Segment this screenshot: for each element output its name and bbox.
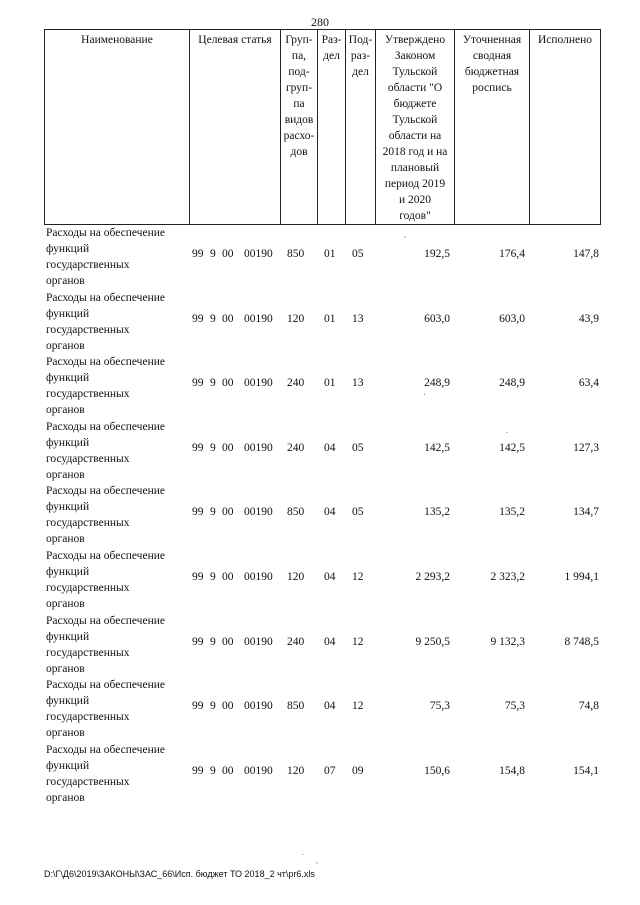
row-refined: 154,8: [499, 764, 525, 777]
row-approved: 2 293,2: [415, 571, 450, 583]
scan-speck: ,: [404, 230, 406, 239]
row-t1: 99: [192, 248, 204, 260]
row-section: 04: [324, 506, 336, 519]
row-approved: 75,3: [429, 700, 450, 713]
row-t2: 9: [210, 700, 216, 713]
header-group-line: под-: [288, 66, 310, 78]
row-name-line: Расходы на обеспечение: [46, 485, 165, 498]
scan-speck: ': [424, 392, 426, 401]
row-executed: 154,1: [573, 764, 599, 777]
row-subsection: 12: [352, 571, 364, 583]
row-group: 120: [287, 571, 305, 583]
row-refined: 603,0: [499, 312, 525, 325]
header-executed: [529, 29, 601, 225]
row-name-line: органов: [46, 791, 85, 804]
header-approved-line: и 2020: [398, 194, 432, 206]
header-target: [189, 29, 280, 225]
row-approved: 142,5: [424, 441, 450, 454]
row-t3: 00: [222, 700, 234, 713]
row-name-line: государственных: [46, 323, 130, 336]
row-t2: 9: [210, 377, 216, 390]
row-name-line: Расходы на обеспечение: [46, 743, 165, 756]
row-approved: 9 250,5: [415, 635, 450, 648]
row-refined: 142,5: [499, 441, 525, 454]
row-t4: 00190: [244, 441, 273, 454]
header-approved-line: период 2019: [384, 178, 446, 190]
row-name-line: функций: [46, 759, 90, 772]
row-name: [46, 613, 188, 677]
row-group: 240: [287, 377, 305, 390]
row-subsection: 13: [352, 312, 364, 325]
row-name-line: государственных: [46, 517, 130, 530]
header-approved-line: области "О: [387, 82, 443, 94]
header-executed-text: Исполнено: [537, 34, 593, 46]
row-executed: 1 994,1: [564, 571, 599, 583]
header-refined-line: Уточненная: [462, 34, 522, 46]
header-approved-line: годов": [399, 210, 431, 222]
header-approved-line: Утверждено: [384, 34, 446, 46]
row-t3: 00: [222, 377, 234, 390]
row-t3: 00: [222, 441, 234, 454]
row-name-line: функций: [46, 243, 90, 255]
row-executed: 134,7: [573, 506, 599, 519]
row-section: 04: [324, 441, 336, 454]
table-row: [0, 290, 640, 354]
row-name-line: государственных: [46, 582, 130, 594]
row-group: 850: [287, 506, 305, 519]
row-name-line: органов: [46, 468, 85, 481]
header-refined: [454, 29, 529, 225]
header-approved: [375, 29, 454, 225]
row-name-line: государственных: [46, 388, 130, 401]
header-group-line: груп-: [285, 82, 313, 94]
header-group: [280, 29, 317, 225]
row-refined: 75,3: [504, 700, 525, 713]
row-t2: 9: [210, 506, 216, 519]
row-t3: 00: [222, 248, 234, 260]
header-section: [317, 29, 345, 225]
row-section: 04: [324, 571, 336, 583]
row-t3: 00: [222, 764, 234, 777]
row-subsection: 09: [352, 764, 364, 777]
header-approved-line: 2018 год и на: [382, 146, 448, 158]
row-section: 01: [324, 312, 336, 325]
row-name-line: Расходы на обеспечение: [46, 614, 165, 627]
row-name-line: государственных: [46, 646, 130, 659]
header-name-text: Наименование: [81, 34, 153, 46]
row-section: 04: [324, 635, 336, 648]
row-t1: 99: [192, 312, 204, 325]
header-subsection-line: дел: [352, 66, 369, 78]
table-row: [0, 225, 640, 289]
row-t4: 00190: [244, 248, 273, 260]
row-t2: 9: [210, 764, 216, 777]
row-name-line: органов: [46, 533, 85, 546]
row-name-line: государственных: [46, 711, 130, 724]
row-name-line: органов: [46, 598, 85, 610]
row-name-line: государственных: [46, 775, 130, 788]
header-section-line: дел: [323, 50, 340, 62]
row-name-line: Расходы на обеспечение: [46, 356, 165, 369]
row-name: [46, 742, 188, 806]
row-approved: 192,5: [424, 248, 450, 260]
scan-speck: ,: [316, 856, 318, 865]
scan-speck: .: [302, 848, 304, 857]
row-name-line: органов: [46, 275, 85, 287]
row-section: 01: [324, 248, 336, 260]
row-name-line: функций: [46, 307, 90, 320]
row-t1: 99: [192, 377, 204, 390]
header-group-line: расхо-: [283, 130, 315, 142]
row-group: 240: [287, 441, 305, 454]
row-t3: 00: [222, 312, 234, 325]
header-approved-line: области на: [388, 130, 442, 142]
row-name: [46, 677, 188, 741]
header-subsection-line: раз-: [350, 50, 371, 62]
row-t3: 00: [222, 506, 234, 519]
row-executed: 43,9: [578, 312, 599, 325]
row-name-line: функций: [46, 501, 90, 514]
row-subsection: 12: [352, 700, 364, 713]
row-name-line: государственных: [46, 452, 130, 465]
row-name-line: функций: [46, 695, 90, 708]
row-name-line: органов: [46, 339, 85, 352]
row-group: 850: [287, 248, 305, 260]
row-refined: 248,9: [499, 377, 525, 390]
row-approved: 135,2: [424, 506, 450, 519]
row-name: [46, 483, 188, 547]
row-name-line: органов: [46, 404, 85, 417]
row-subsection: 13: [352, 377, 364, 390]
row-section: 07: [324, 764, 336, 777]
header-target-text: Целевая статья: [198, 34, 272, 46]
row-t2: 9: [210, 441, 216, 454]
row-t4: 00190: [244, 571, 273, 583]
row-t1: 99: [192, 506, 204, 519]
row-t1: 99: [192, 441, 204, 454]
row-name-line: функций: [46, 566, 90, 578]
row-name-line: органов: [46, 727, 85, 740]
row-approved: 603,0: [424, 312, 450, 325]
row-group: 120: [287, 764, 305, 777]
header-refined-line: бюджетная: [464, 66, 520, 78]
row-executed: 63,4: [578, 377, 599, 390]
header-approved-line: плановый: [390, 162, 440, 174]
row-approved: 150,6: [424, 764, 450, 777]
file-path-footer: D:\Г\Д6\2019\ЗАКОНЫ\ЗАС_66\Исп. бюджет ТО 2018_2 чт\pr6.xls: [44, 869, 315, 879]
table-row: [0, 354, 640, 418]
row-name-line: Расходы на обеспечение: [46, 679, 165, 692]
row-approved: 248,9: [424, 377, 450, 390]
table-row: [0, 613, 640, 677]
row-section: 04: [324, 700, 336, 713]
row-refined: 2 323,2: [490, 571, 525, 583]
row-name: [46, 225, 188, 289]
header-refined-line: роспись: [472, 82, 512, 94]
row-t4: 00190: [244, 635, 273, 648]
row-name: [46, 290, 188, 354]
table-row: [0, 742, 640, 806]
header-approved-line: бюджете: [393, 98, 437, 110]
header-refined-line: сводная: [472, 50, 512, 62]
row-subsection: 05: [352, 248, 364, 260]
header-group-line: па: [293, 98, 305, 110]
row-t4: 00190: [244, 377, 273, 390]
row-t4: 00190: [244, 506, 273, 519]
table-row: [0, 483, 640, 547]
row-t1: 99: [192, 700, 204, 713]
row-t1: 99: [192, 571, 204, 583]
row-t1: 99: [192, 635, 204, 648]
row-group: 850: [287, 700, 305, 713]
row-name-line: Расходы на обеспечение: [46, 550, 165, 562]
scan-speck: .: [506, 426, 508, 435]
row-name-line: Расходы на обеспечение: [46, 420, 165, 433]
row-t3: 00: [222, 571, 234, 583]
row-section: 01: [324, 377, 336, 390]
header-group-line: дов: [290, 146, 308, 158]
header-subsection-line: Под-: [348, 34, 373, 46]
row-t1: 99: [192, 764, 204, 777]
header-group-line: видов: [284, 114, 314, 126]
header-name: [44, 29, 189, 225]
header-section-line: Раз-: [321, 34, 342, 46]
row-name-line: государственных: [46, 259, 130, 271]
row-group: 120: [287, 312, 305, 325]
page-number: 280: [311, 15, 329, 29]
row-name-line: функций: [46, 630, 90, 643]
header-group-line: па,: [291, 50, 307, 62]
row-name-line: Расходы на обеспечение: [46, 227, 165, 239]
table-row: [0, 677, 640, 741]
row-name: [46, 419, 188, 483]
row-subsection: 05: [352, 441, 364, 454]
row-t2: 9: [210, 248, 216, 260]
row-executed: 8 748,5: [564, 635, 599, 648]
row-refined: 9 132,3: [490, 635, 525, 648]
row-name: [46, 548, 188, 612]
row-executed: 127,3: [573, 441, 599, 454]
row-refined: 176,4: [499, 248, 525, 260]
header-approved-line: Тульской: [392, 66, 438, 78]
row-name-line: органов: [46, 662, 85, 675]
row-t2: 9: [210, 635, 216, 648]
row-executed: 74,8: [578, 700, 599, 713]
row-t3: 00: [222, 635, 234, 648]
row-t4: 00190: [244, 312, 273, 325]
row-executed: 147,8: [573, 248, 599, 260]
header-approved-line: Тульской: [392, 114, 438, 126]
row-refined: 135,2: [499, 506, 525, 519]
header-subsection: [345, 29, 375, 225]
row-group: 240: [287, 635, 305, 648]
row-subsection: 05: [352, 506, 364, 519]
row-name-line: функций: [46, 436, 90, 449]
row-name: [46, 354, 188, 418]
row-t2: 9: [210, 312, 216, 325]
header-group-line: Груп-: [285, 34, 313, 46]
row-t4: 00190: [244, 764, 273, 777]
table-row: [0, 419, 640, 483]
row-t4: 00190: [244, 700, 273, 713]
row-t2: 9: [210, 571, 216, 583]
row-name-line: функций: [46, 372, 90, 385]
row-subsection: 12: [352, 635, 364, 648]
header-approved-line: Законом: [394, 50, 436, 62]
table-row: [0, 548, 640, 612]
row-name-line: Расходы на обеспечение: [46, 291, 165, 304]
